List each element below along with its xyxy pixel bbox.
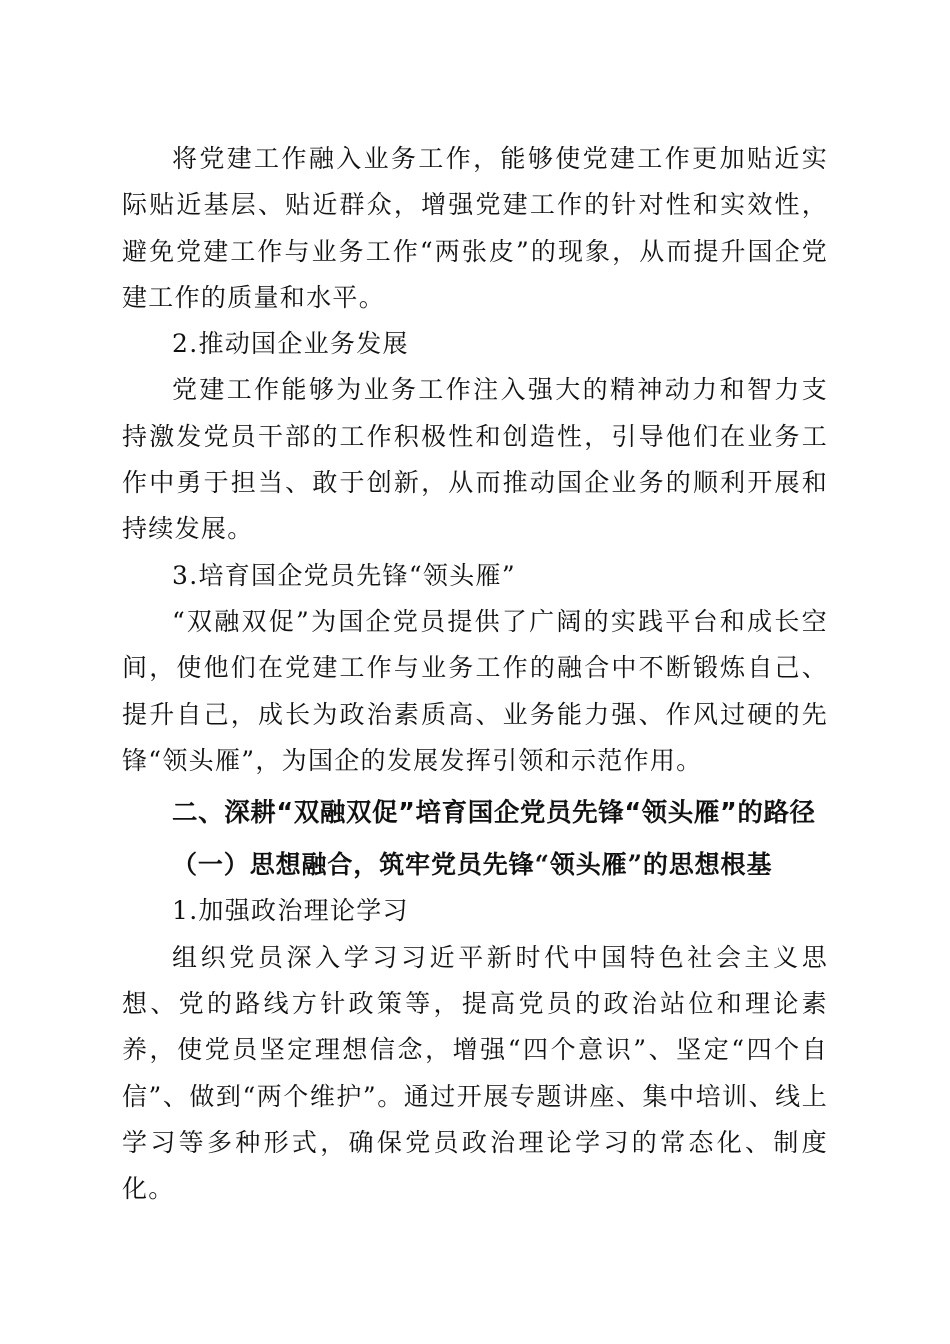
section-item-heading: 1.加强政治理论学习 — [172, 896, 409, 926]
body-paragraph: 将党建工作融入业务工作，能够使党建工作更加贴近实际贴近基层、贴近群众，增强党建工作的针对性和实效性，避免党建工作与业务工作“两张皮”的现象，从而提升国企党建工作的质量和水平。 — [122, 144, 828, 312]
section-item-heading: 3.培育国企党员先锋“领头雁” — [172, 560, 516, 590]
body-paragraph: “双融双促”为国企党员提供了广阔的实践平台和成长空间，使他们在党建工作与业务工作的融合中不断锻炼自己、提升自己，成长为政治素质高、业务能力强、作风过硬的先锋“领头雁”，为国企的发展发挥引领和示范作用。 — [122, 606, 828, 775]
body-paragraph: 组织党员深入学习习近平新时代中国特色社会主义思想、党的路线方针政策等，提高党员的政治站位和理论素养，使党员坚定理想信念，增强“四个意识”、坚定“四个自信”、做到“两个维护”。通过开展专题讲座、集中培训、线上学习等多种形式，确保党员政治理论学习的常态化、制度化。 — [122, 942, 828, 1204]
section-item-heading: 2.推动国企业务发展 — [172, 329, 409, 359]
document-body — [122, 136, 828, 1213]
subsection-heading: （一）思想融合，筑牢党员先锋“领头雁”的思想根基 — [172, 850, 773, 880]
body-paragraph: 党建工作能够为业务工作注入强大的精神动力和智力支持激发党员干部的工作积极性和创造性，引导他们在业务工作中勇于担当、敢于创新，从而推动国企业务的顺利开展和持续发展。 — [122, 375, 828, 544]
section-heading: 二、深耕“双融双促”培育国企党员先锋“领头雁”的路径 — [172, 798, 816, 829]
